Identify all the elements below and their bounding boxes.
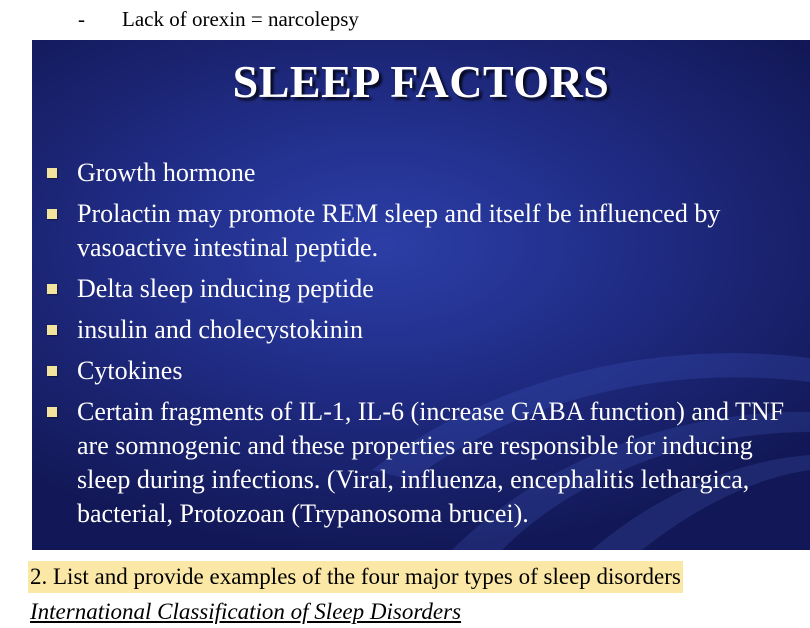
square-bullet-icon	[47, 407, 57, 417]
bullet-text: Growth hormone	[77, 158, 256, 187]
list-item	[32, 313, 810, 347]
section-subtitle: International Classification of Sleep Disorders	[30, 599, 462, 624]
slide-title: SLEEP FACTORS	[232, 56, 610, 107]
list-item	[32, 395, 810, 531]
list-item	[32, 197, 810, 265]
question-line	[0, 561, 810, 593]
square-bullet-icon	[47, 168, 57, 178]
square-bullet-icon	[47, 325, 57, 335]
top-bullet-text: Lack of orexin = narcolepsy	[122, 7, 359, 31]
square-bullet-icon	[47, 284, 57, 294]
list-item	[32, 272, 810, 306]
list-item	[32, 354, 810, 388]
bullet-text: insulin and cholecystokinin	[77, 315, 363, 344]
square-bullet-icon	[47, 366, 57, 376]
square-bullet-icon	[47, 209, 57, 219]
slide-image	[32, 40, 810, 550]
slide-bullet-list	[32, 156, 810, 538]
highlighted-question: 2. List and provide examples of the four major types of sleep disorders	[28, 561, 683, 593]
bullet-text: Cytokines	[77, 356, 183, 385]
bullet-text: Certain fragments of IL-1, IL-6 (increase GABA function) and TNF are somnogenic and these properties are responsible for inducing sleep during infections. (Viral, influenza, encephalitis lethargica, bacterial, Protozoan (Trypanosoma brucei).	[77, 397, 785, 528]
list-dash: -	[78, 7, 85, 31]
list-item	[32, 156, 810, 190]
top-bullet-line	[0, 4, 810, 34]
bullet-text: Prolactin may promote REM sleep and itself be influenced by vasoactive intestinal peptide.	[77, 199, 721, 262]
bullet-text: Delta sleep inducing peptide	[77, 274, 374, 303]
